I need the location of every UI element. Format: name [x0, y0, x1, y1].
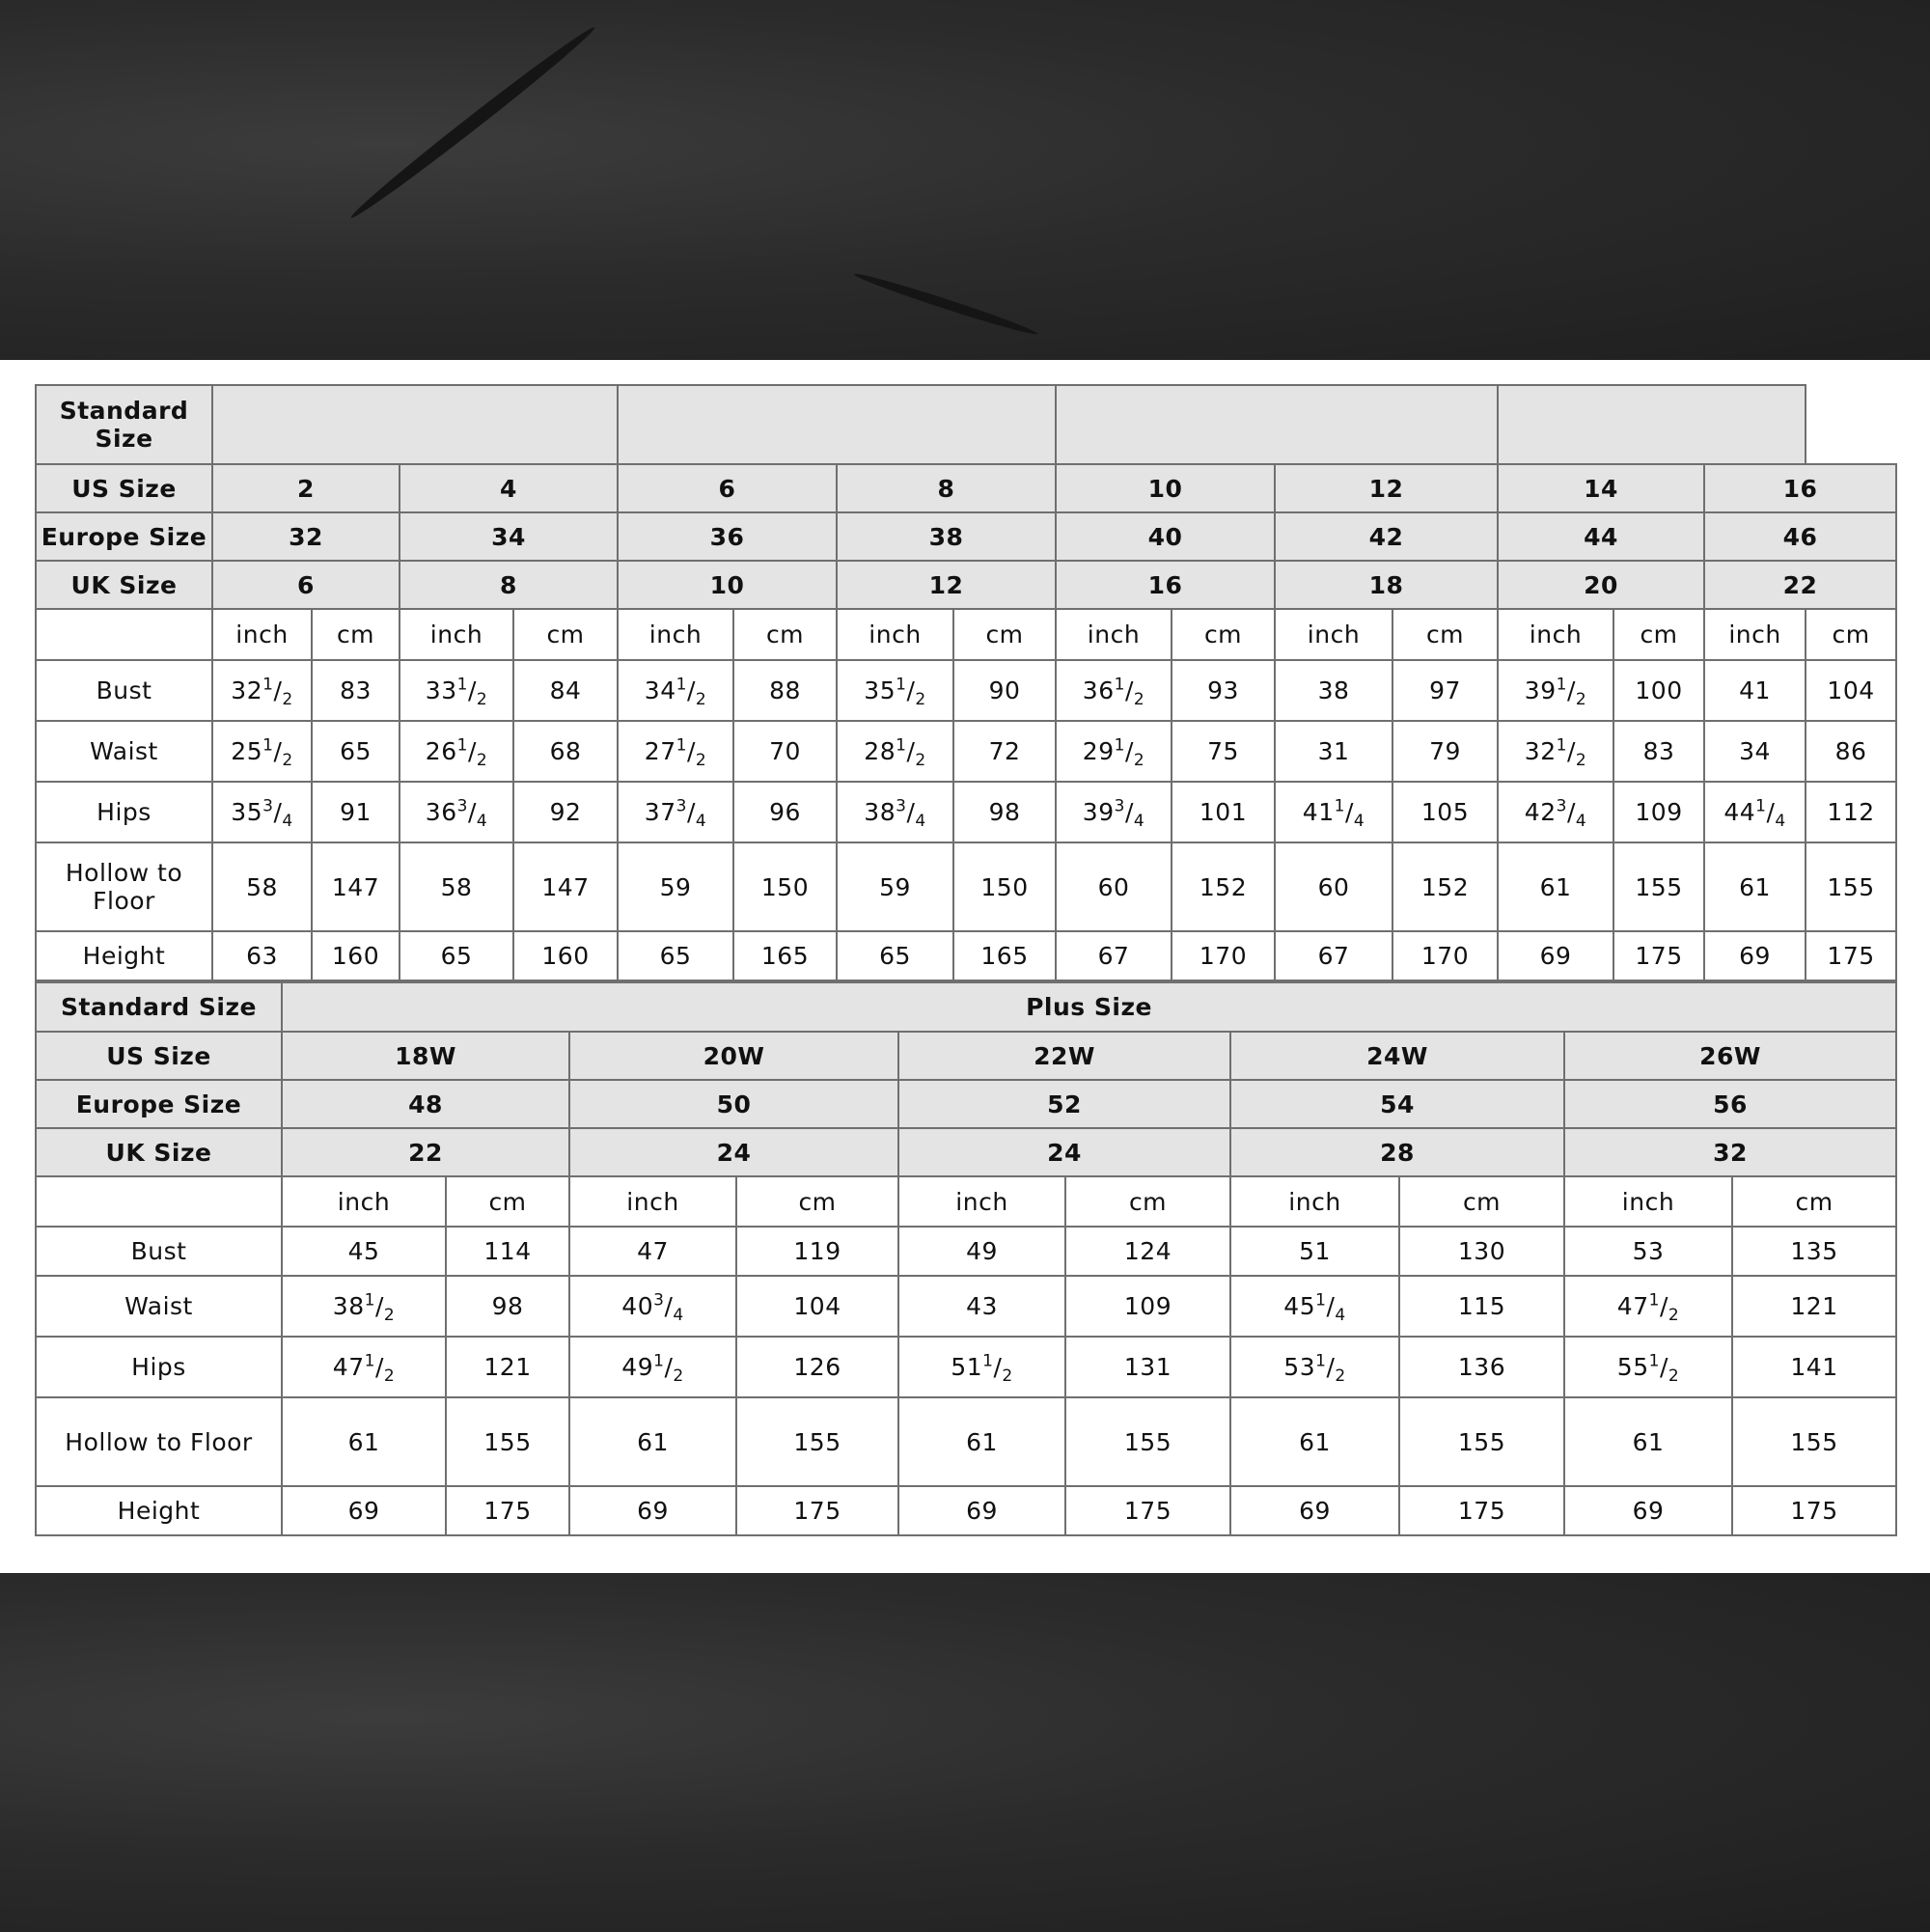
inch-value: $36^3/_4$ [400, 782, 513, 842]
cm-value: 109 [1613, 782, 1704, 842]
inch-value: 47 [569, 1227, 736, 1276]
inch-value: 61 [1704, 842, 1806, 931]
europe-size-value: 52 [898, 1080, 1230, 1128]
cm-value: 170 [1172, 931, 1275, 980]
inch-value: 67 [1275, 931, 1392, 980]
size-group-header [618, 385, 1056, 464]
stone-crack [852, 269, 1038, 338]
measurement-label: Hips [36, 1337, 282, 1397]
cm-value: 131 [1065, 1337, 1230, 1397]
cm-value: 86 [1806, 721, 1896, 782]
inch-value: 69 [282, 1486, 446, 1535]
inch-value: 58 [212, 842, 312, 931]
inch-value: 69 [1704, 931, 1806, 980]
inch-value: $53^1/_2$ [1230, 1337, 1399, 1397]
cm-value: 91 [312, 782, 400, 842]
stone-background-top [0, 0, 1930, 360]
uk-size-value: 16 [1056, 561, 1275, 609]
standard-size-table [35, 384, 1897, 981]
uk-size-value: 32 [1564, 1128, 1896, 1176]
inch-value: 58 [400, 842, 513, 931]
unit-cm: cm [953, 609, 1056, 660]
inch-value: 69 [1498, 931, 1613, 980]
inch-value: $29^1/_2$ [1056, 721, 1172, 782]
inch-value: 69 [1564, 1486, 1732, 1535]
unit-inch: inch [1056, 609, 1172, 660]
table-row [36, 1397, 1896, 1486]
uk-size-value: 6 [212, 561, 400, 609]
inch-value: 51 [1230, 1227, 1399, 1276]
europe-size-label: Europe Size [36, 512, 212, 561]
uk-size-value: 10 [618, 561, 837, 609]
cm-value: 175 [1732, 1486, 1896, 1535]
unit-inch: inch [1564, 1176, 1732, 1227]
unit-inch: inch [1275, 609, 1392, 660]
cm-value: 155 [1806, 842, 1896, 931]
inch-value: $41^1/_4$ [1275, 782, 1392, 842]
inch-value: $55^1/_2$ [1564, 1337, 1732, 1397]
inch-value: 45 [282, 1227, 446, 1276]
us-size-value: 20W [569, 1032, 898, 1080]
inch-value: 61 [282, 1397, 446, 1486]
uk-size-value: 20 [1498, 561, 1704, 609]
cm-value: 109 [1065, 1276, 1230, 1337]
unit-inch: inch [212, 609, 312, 660]
cm-value: 96 [733, 782, 837, 842]
stone-crack [347, 22, 599, 223]
inch-value: 65 [400, 931, 513, 980]
inch-value: 53 [1564, 1227, 1732, 1276]
cm-value: 150 [733, 842, 837, 931]
measurement-label: Bust [36, 660, 212, 721]
cm-value: 152 [1172, 842, 1275, 931]
cm-value: 100 [1613, 660, 1704, 721]
cm-value: 160 [513, 931, 618, 980]
cm-value: 130 [1399, 1227, 1564, 1276]
us-size-value: 24W [1230, 1032, 1564, 1080]
inch-value: 61 [569, 1397, 736, 1486]
unit-inch: inch [1704, 609, 1806, 660]
uk-size-label: UK Size [36, 561, 212, 609]
table-row [36, 1080, 1896, 1128]
measurement-label: Hips [36, 782, 212, 842]
cm-value: 175 [446, 1486, 569, 1535]
cm-value: 98 [446, 1276, 569, 1337]
unit-cm: cm [1399, 1176, 1564, 1227]
uk-size-value: 24 [569, 1128, 898, 1176]
size-group-header [1498, 385, 1806, 464]
unit-inch: inch [837, 609, 953, 660]
standard-size-header: Standard Size [36, 982, 282, 1032]
europe-size-value: 56 [1564, 1080, 1896, 1128]
inch-value: $32^1/_2$ [212, 660, 312, 721]
cm-value: 155 [446, 1397, 569, 1486]
unit-cm: cm [1613, 609, 1704, 660]
uk-size-value: 22 [1704, 561, 1896, 609]
us-size-value: 22W [898, 1032, 1230, 1080]
table-row [36, 1337, 1896, 1397]
inch-value: $38^3/_4$ [837, 782, 953, 842]
cm-value: 104 [1806, 660, 1896, 721]
table-row [36, 982, 1896, 1032]
inch-value: 60 [1275, 842, 1392, 931]
inch-value: 61 [898, 1397, 1065, 1486]
cm-value: 115 [1399, 1276, 1564, 1337]
unit-inch: inch [898, 1176, 1065, 1227]
table-row [36, 931, 1896, 980]
us-size-value: 16 [1704, 464, 1896, 512]
unit-inch: inch [400, 609, 513, 660]
us-size-value: 6 [618, 464, 837, 512]
inch-value: 61 [1230, 1397, 1399, 1486]
inch-value: $33^1/_2$ [400, 660, 513, 721]
us-size-value: 2 [212, 464, 400, 512]
table-row [36, 1227, 1896, 1276]
inch-value: 63 [212, 931, 312, 980]
unit-inch: inch [569, 1176, 736, 1227]
inch-value: $40^3/_4$ [569, 1276, 736, 1337]
europe-size-value: 50 [569, 1080, 898, 1128]
cm-value: 101 [1172, 782, 1275, 842]
unit-cm: cm [733, 609, 837, 660]
measurement-label: Waist [36, 1276, 282, 1337]
inch-value: $38^1/_2$ [282, 1276, 446, 1337]
inch-value: 61 [1498, 842, 1613, 931]
table-row [36, 842, 1896, 931]
unit-cm: cm [446, 1176, 569, 1227]
us-size-label: US Size [36, 1032, 282, 1080]
inch-value: $39^3/_4$ [1056, 782, 1172, 842]
inch-value: $39^1/_2$ [1498, 660, 1613, 721]
measurement-label: Height [36, 931, 212, 980]
cm-value: 126 [736, 1337, 898, 1397]
us-size-value: 12 [1275, 464, 1498, 512]
table-row [36, 464, 1896, 512]
cm-value: 93 [1172, 660, 1275, 721]
table-row [36, 1032, 1896, 1080]
cm-value: 155 [1732, 1397, 1896, 1486]
unit-cm: cm [736, 1176, 898, 1227]
units-corner [36, 1176, 282, 1227]
uk-size-label: UK Size [36, 1128, 282, 1176]
measurement-label: Height [36, 1486, 282, 1535]
inch-value: 49 [898, 1227, 1065, 1276]
unit-cm: cm [1392, 609, 1498, 660]
us-size-value: 4 [400, 464, 618, 512]
cm-value: 84 [513, 660, 618, 721]
unit-cm: cm [1806, 609, 1896, 660]
inch-value: $28^1/_2$ [837, 721, 953, 782]
cm-value: 121 [446, 1337, 569, 1397]
us-size-value: 14 [1498, 464, 1704, 512]
cm-value: 92 [513, 782, 618, 842]
cm-value: 88 [733, 660, 837, 721]
table-row [36, 1486, 1896, 1535]
cm-value: 90 [953, 660, 1056, 721]
europe-size-value: 40 [1056, 512, 1275, 561]
inch-value: $37^3/_4$ [618, 782, 733, 842]
cm-value: 155 [1065, 1397, 1230, 1486]
cm-value: 150 [953, 842, 1056, 931]
cm-value: 72 [953, 721, 1056, 782]
inch-value: 65 [837, 931, 953, 980]
cm-value: 98 [953, 782, 1056, 842]
us-size-value: 18W [282, 1032, 569, 1080]
table-row [36, 561, 1896, 609]
unit-inch: inch [282, 1176, 446, 1227]
us-size-label: US Size [36, 464, 212, 512]
inch-value: 69 [1230, 1486, 1399, 1535]
europe-size-value: 44 [1498, 512, 1704, 561]
cm-value: 160 [312, 931, 400, 980]
cm-value: 175 [736, 1486, 898, 1535]
cm-value: 112 [1806, 782, 1896, 842]
cm-value: 119 [736, 1227, 898, 1276]
unit-inch: inch [618, 609, 733, 660]
uk-size-value: 28 [1230, 1128, 1564, 1176]
uk-size-value: 12 [837, 561, 1056, 609]
us-size-value: 8 [837, 464, 1056, 512]
table-row [36, 1176, 1896, 1227]
europe-size-value: 36 [618, 512, 837, 561]
europe-size-value: 48 [282, 1080, 569, 1128]
cm-value: 155 [1399, 1397, 1564, 1486]
inch-value: $45^1/_4$ [1230, 1276, 1399, 1337]
cm-value: 147 [513, 842, 618, 931]
plus-size-header: Plus Size [282, 982, 1896, 1032]
table-row [36, 721, 1896, 782]
measurement-label: Hollow to Floor [36, 1397, 282, 1486]
stone-background-bottom [0, 1573, 1930, 1932]
inch-value: $51^1/_2$ [898, 1337, 1065, 1397]
cm-value: 155 [736, 1397, 898, 1486]
europe-size-value: 32 [212, 512, 400, 561]
inch-value: $42^3/_4$ [1498, 782, 1613, 842]
cm-value: 152 [1392, 842, 1498, 931]
uk-size-value: 24 [898, 1128, 1230, 1176]
cm-value: 175 [1399, 1486, 1564, 1535]
plus-size-table [35, 981, 1897, 1536]
unit-inch: inch [1230, 1176, 1399, 1227]
cm-value: 75 [1172, 721, 1275, 782]
inch-value: $34^1/_2$ [618, 660, 733, 721]
inch-value: $36^1/_2$ [1056, 660, 1172, 721]
cm-value: 141 [1732, 1337, 1896, 1397]
size-group-header [212, 385, 618, 464]
uk-size-value: 8 [400, 561, 618, 609]
europe-size-value: 46 [1704, 512, 1896, 561]
cm-value: 65 [312, 721, 400, 782]
cm-value: 97 [1392, 660, 1498, 721]
inch-value: $47^1/_2$ [1564, 1276, 1732, 1337]
cm-value: 135 [1732, 1227, 1896, 1276]
cm-value: 105 [1392, 782, 1498, 842]
inch-value: 65 [618, 931, 733, 980]
inch-value: 61 [1564, 1397, 1732, 1486]
inch-value: 43 [898, 1276, 1065, 1337]
inch-value: $44^1/_4$ [1704, 782, 1806, 842]
inch-value: 59 [837, 842, 953, 931]
table-row [36, 1276, 1896, 1337]
cm-value: 147 [312, 842, 400, 931]
cm-value: 170 [1392, 931, 1498, 980]
cm-value: 114 [446, 1227, 569, 1276]
inch-value: $49^1/_2$ [569, 1337, 736, 1397]
inch-value: 69 [569, 1486, 736, 1535]
inch-value: 31 [1275, 721, 1392, 782]
table-row [36, 609, 1896, 660]
table-row [36, 512, 1896, 561]
cm-value: 83 [1613, 721, 1704, 782]
cm-value: 83 [312, 660, 400, 721]
inch-value: 41 [1704, 660, 1806, 721]
cm-value: 165 [733, 931, 837, 980]
europe-size-value: 34 [400, 512, 618, 561]
table-row [36, 1128, 1896, 1176]
inch-value: 38 [1275, 660, 1392, 721]
measurement-label: Waist [36, 721, 212, 782]
us-size-value: 10 [1056, 464, 1275, 512]
unit-cm: cm [1065, 1176, 1230, 1227]
units-corner [36, 609, 212, 660]
standard-size-header: Standard Size [36, 385, 212, 464]
inch-value: 67 [1056, 931, 1172, 980]
uk-size-value: 22 [282, 1128, 569, 1176]
uk-size-value: 18 [1275, 561, 1498, 609]
measurement-label: Bust [36, 1227, 282, 1276]
table-row [36, 385, 1896, 464]
inch-value: 69 [898, 1486, 1065, 1535]
cm-value: 175 [1806, 931, 1896, 980]
measurement-label: Hollow to Floor [36, 842, 212, 931]
table-row [36, 782, 1896, 842]
inch-value: $47^1/_2$ [282, 1337, 446, 1397]
cm-value: 70 [733, 721, 837, 782]
inch-value: $25^1/_2$ [212, 721, 312, 782]
inch-value: 59 [618, 842, 733, 931]
inch-value: $35^3/_4$ [212, 782, 312, 842]
table-row [36, 660, 1896, 721]
unit-cm: cm [1172, 609, 1275, 660]
cm-value: 104 [736, 1276, 898, 1337]
cm-value: 121 [1732, 1276, 1896, 1337]
unit-inch: inch [1498, 609, 1613, 660]
unit-cm: cm [1732, 1176, 1896, 1227]
cm-value: 68 [513, 721, 618, 782]
us-size-value: 26W [1564, 1032, 1896, 1080]
inch-value: 34 [1704, 721, 1806, 782]
cm-value: 124 [1065, 1227, 1230, 1276]
unit-cm: cm [312, 609, 400, 660]
cm-value: 136 [1399, 1337, 1564, 1397]
cm-value: 175 [1613, 931, 1704, 980]
inch-value: $35^1/_2$ [837, 660, 953, 721]
unit-cm: cm [513, 609, 618, 660]
size-group-header [1056, 385, 1498, 464]
europe-size-label: Europe Size [36, 1080, 282, 1128]
europe-size-value: 54 [1230, 1080, 1564, 1128]
cm-value: 175 [1065, 1486, 1230, 1535]
inch-value: $27^1/_2$ [618, 721, 733, 782]
inch-value: $26^1/_2$ [400, 721, 513, 782]
inch-value: 60 [1056, 842, 1172, 931]
cm-value: 79 [1392, 721, 1498, 782]
inch-value: $32^1/_2$ [1498, 721, 1613, 782]
europe-size-value: 38 [837, 512, 1056, 561]
europe-size-value: 42 [1275, 512, 1498, 561]
cm-value: 155 [1613, 842, 1704, 931]
cm-value: 165 [953, 931, 1056, 980]
